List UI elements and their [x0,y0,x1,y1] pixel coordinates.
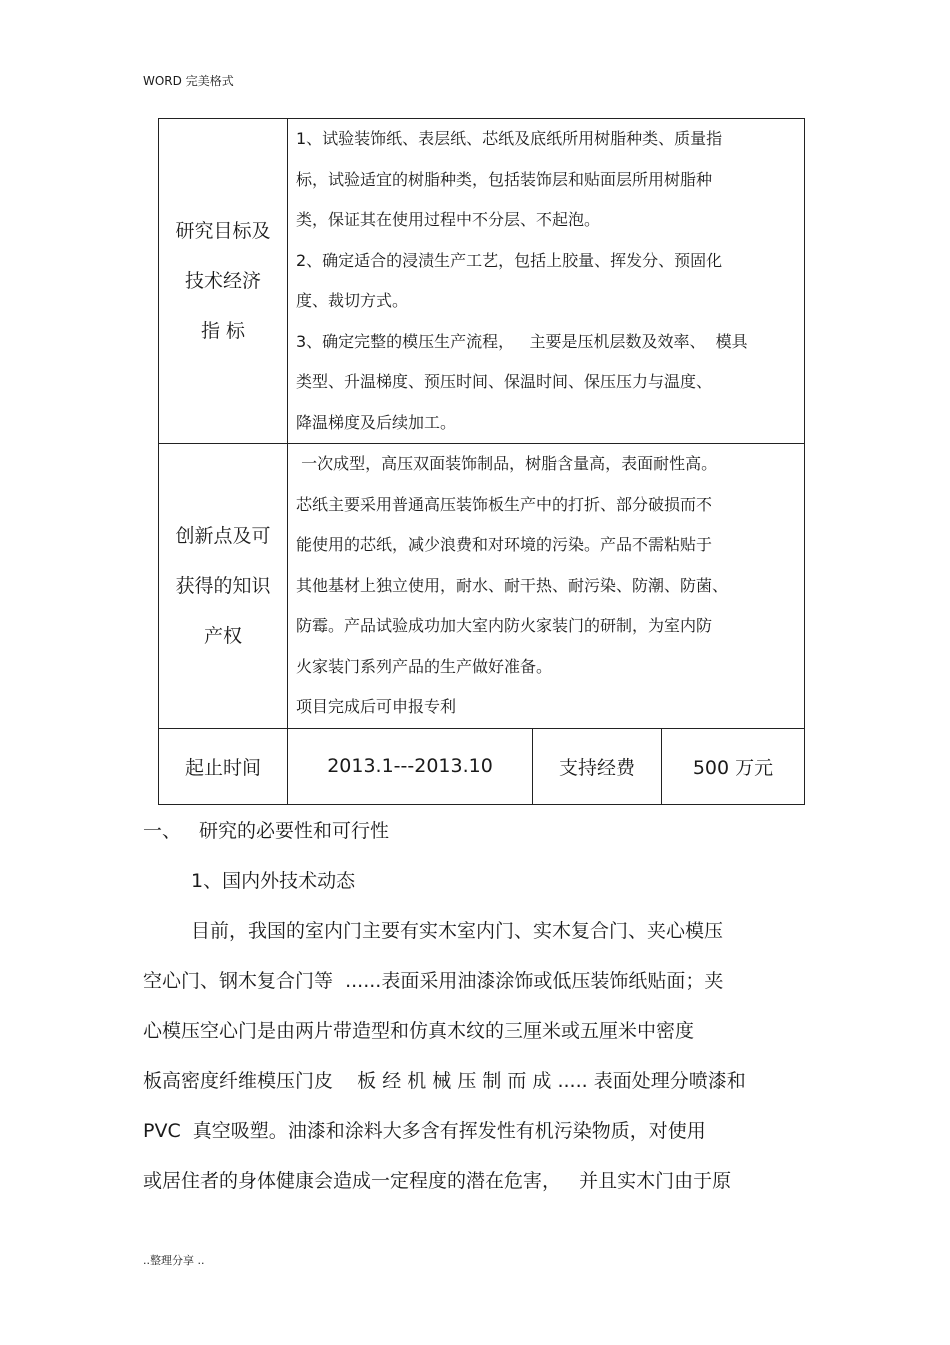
paragraph-line: 目前，我国的室内门主要有实木室内门、实木复合门、夹心模压 [191,920,724,942]
body-text [143,806,803,1206]
project-info-table [158,118,805,805]
paragraph-line: PVC 真空吸塑。油漆和涂料大多含有挥发性有机污染物质，对使用 [143,1120,706,1142]
label-line: 产权 [203,624,242,647]
paragraph-line: 板高密度纤维模压门皮 板 经 机 械 压 制 而 成 ..... 表面处理分喷漆和 [143,1070,746,1092]
research-goal-content [288,119,805,444]
table-row [159,444,805,729]
content-line: 能使用的芯纸，减少浪费和对环境的污染。产品不需粘贴于 [296,535,713,554]
label-line: 研究目标及 [175,220,271,242]
innovation-content [288,444,805,729]
period-label: 起止时间 [159,728,288,804]
section-title: 研究的必要性和可行性 [199,820,390,842]
label-line: 创新点及可 [175,524,271,547]
section-number: 一、 [143,820,182,842]
funding-value: 500 万元 [662,728,805,804]
content-line: 类，保证其在使用过程中不分层、不起泡。 [296,210,601,229]
content-line: 防霉。产品试验成功加大室内防火家装门的研制，为室内防 [296,616,713,635]
innovation-label [159,444,288,729]
page-header: WORD 完美格式 [143,74,234,88]
section-heading [143,806,803,856]
content-line: 2、确定适合的浸渍生产工艺，包括上胶量、挥发分、预固化 [296,250,723,270]
paragraph-line: 心模压空心门是由两片带造型和仿真木纹的三厘米或五厘米中密度 [143,1020,695,1042]
content-line: 1、试验装饰纸、表层纸、芯纸及底纸所用树脂种类、质量指 [296,129,723,148]
content-line: 火家装门系列产品的生产做好准备。 [296,656,553,676]
content-line: 项目完成后可申报专利 [296,697,457,716]
content-line: 标，试验适宜的树脂种类，包括装饰层和贴面层所用树脂种 [296,169,713,189]
content-line: 类型、升温梯度、预压时间、保温时间、保压压力与温度、 [296,372,713,391]
content-line: 降温梯度及后续加工。 [296,412,457,432]
funding-label: 支持经费 [533,728,662,804]
content-line: 一次成型，高压双面装饰制品，树脂含量高，表面耐性高。 [296,454,718,473]
page-footer: ..整理分享 .. [143,1254,205,1267]
label-line: 技术经济 [184,270,261,292]
content-line: 度、裁切方式。 [296,291,409,310]
period-value: 2013.1---2013.10 [288,728,533,804]
label-line: 指 标 [200,320,246,342]
content-line: 芯纸主要采用普通高压装饰板生产中的打折、部分破损而不 [296,494,713,514]
paragraph-line: 空心门、钢木复合门等 ......表面采用油漆涂饰或低压装饰纸贴面；夹 [143,970,724,992]
table-row [159,728,805,804]
table-row [159,119,805,444]
subsection-heading: 1、国内外技术动态 [191,870,356,892]
content-line: 3、确定完整的模压生产流程， 主要是压机层数及效率、 模具 [296,331,748,351]
research-goal-label [159,119,288,444]
content-line: 其他基材上独立使用，耐水、耐干热、耐污染、防潮、防菌、 [296,575,729,595]
label-line: 获得的知识 [175,574,271,597]
paragraph-line: 或居住者的身体健康会造成一定程度的潜在危害， 并且实木门由于原 [143,1170,732,1192]
